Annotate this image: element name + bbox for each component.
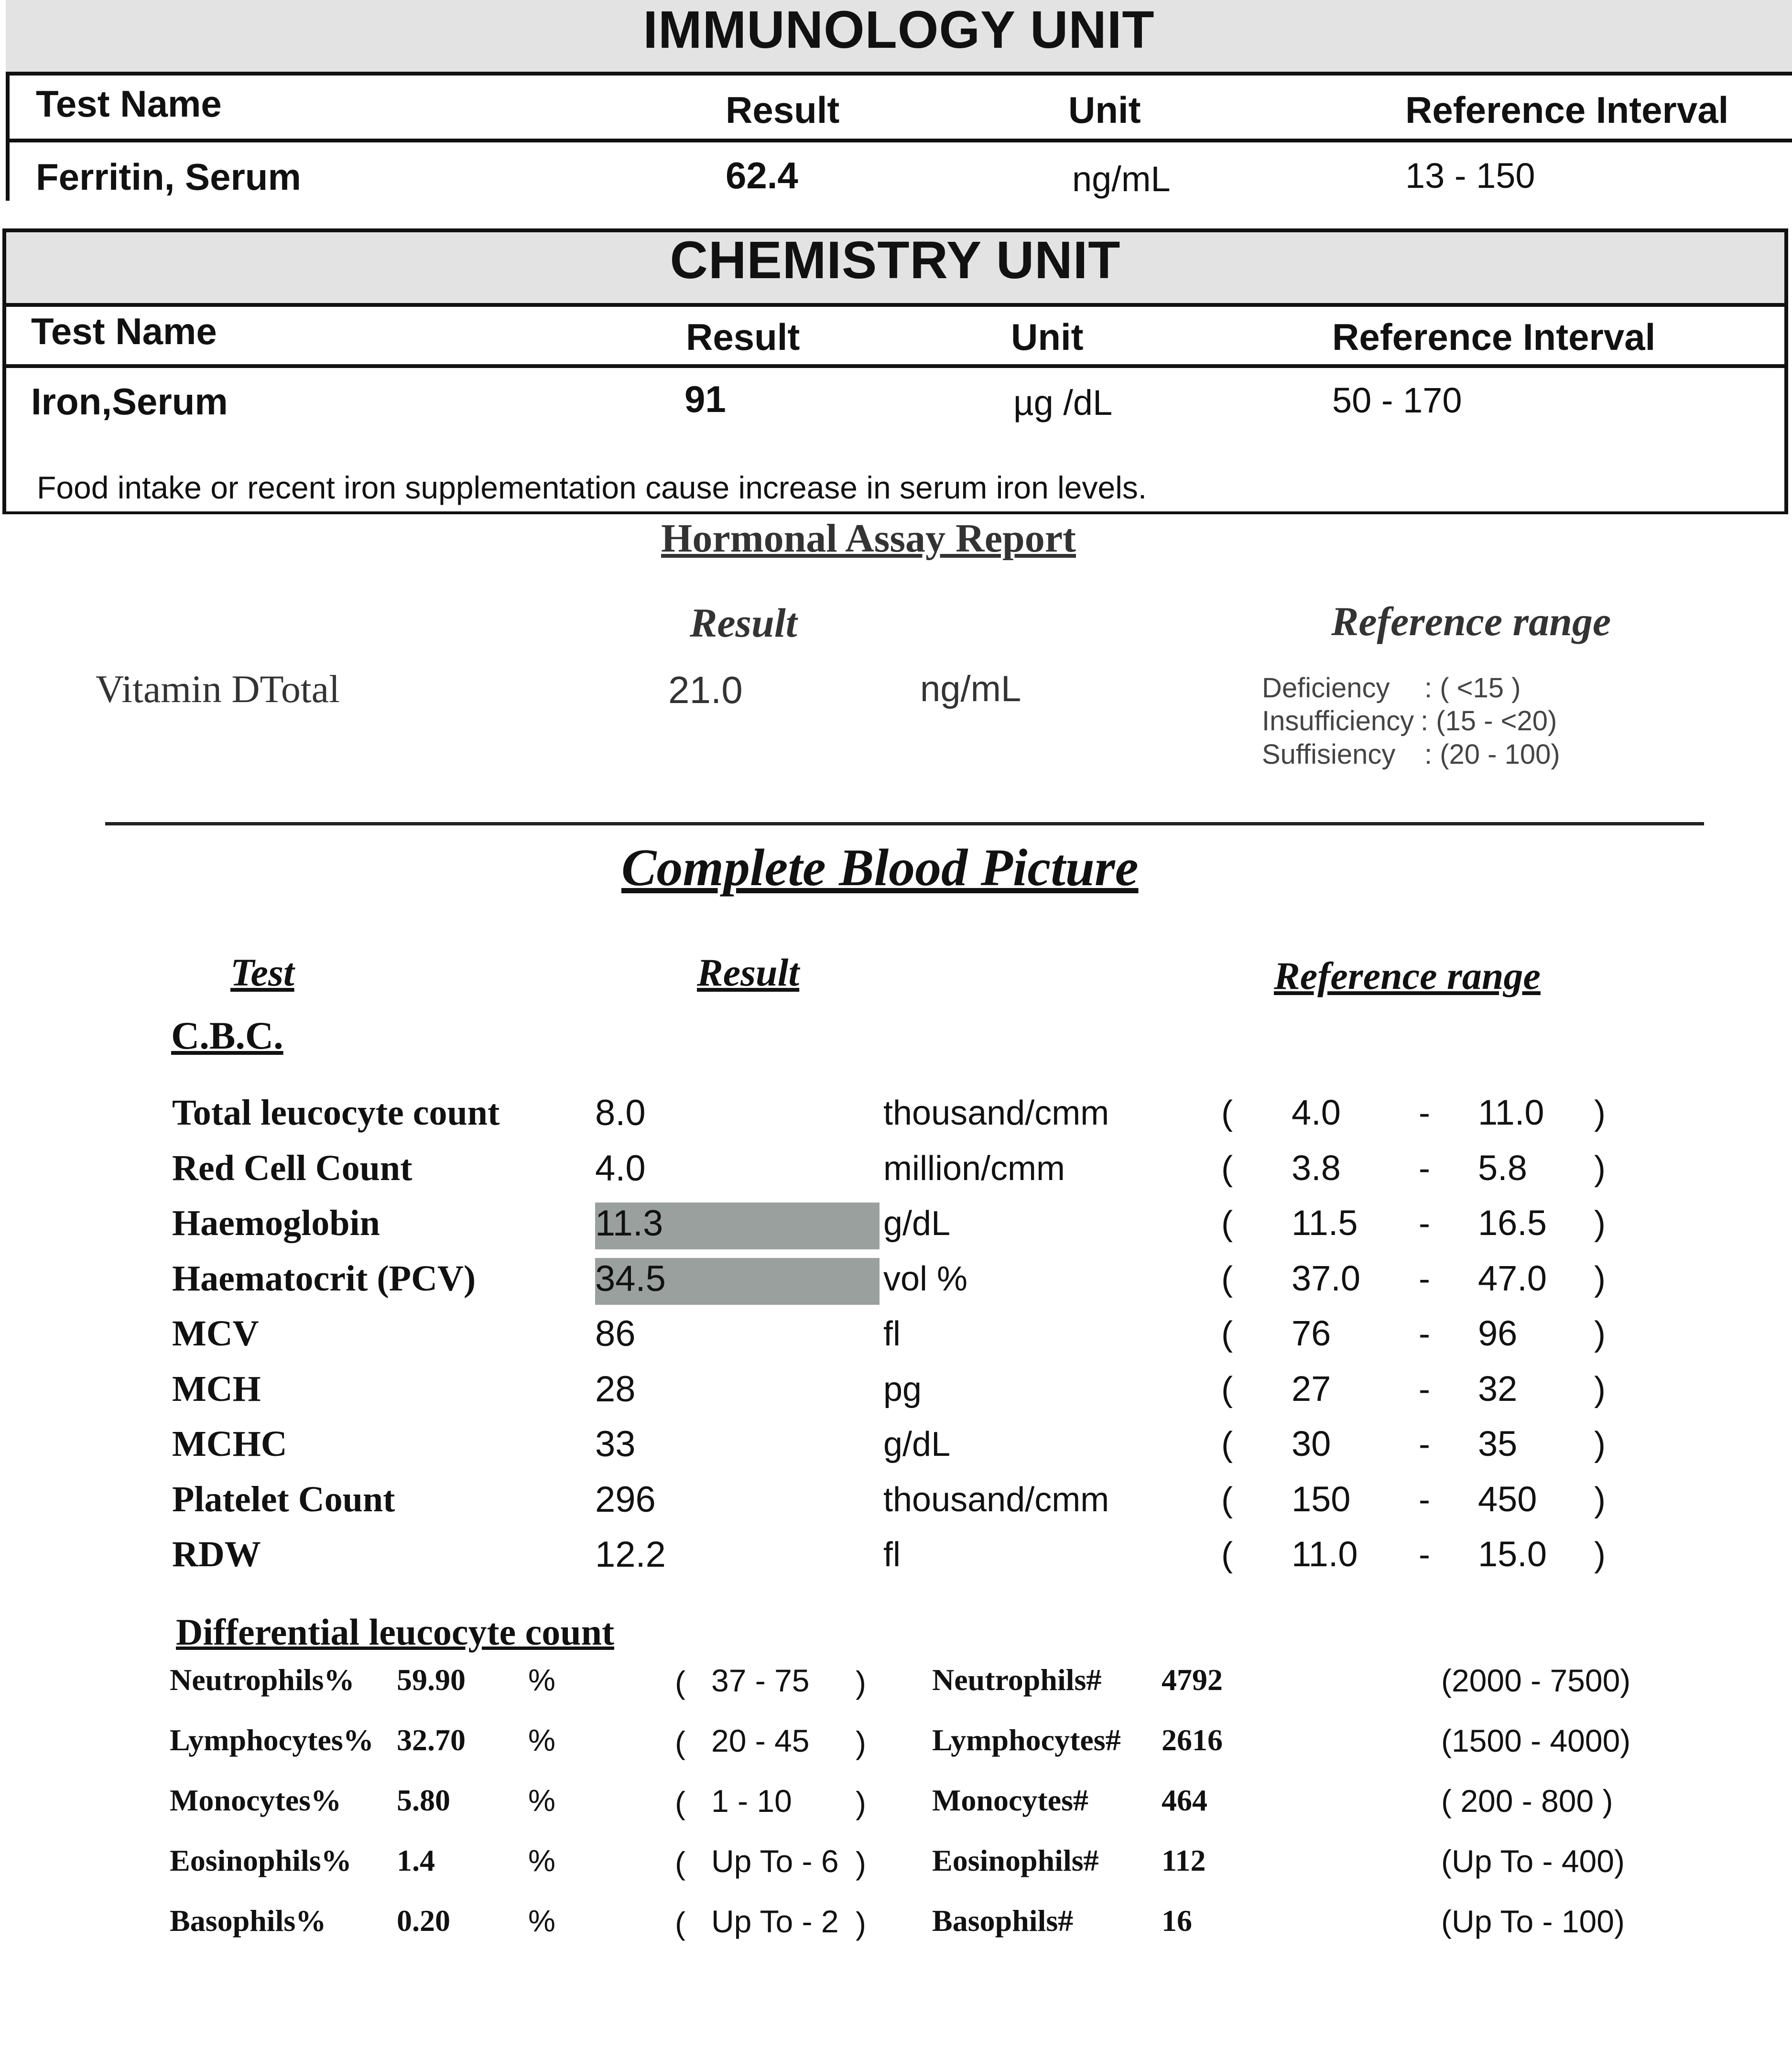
- vitamin-d-range-suffisiency-label: Suffisiency: [1262, 739, 1396, 770]
- cbc-row-low: 27: [1292, 1368, 1331, 1409]
- cbc-row-result: 86: [595, 1313, 636, 1354]
- cbc-row-dash: -: [1419, 1204, 1430, 1243]
- vitamin-d-range-insufficiency-label: Insufficiency: [1262, 705, 1414, 737]
- cbc-row-low: 37.0: [1292, 1258, 1361, 1298]
- cbc-row-result: 8.0: [595, 1093, 646, 1133]
- diff-pct-value: 5.80: [397, 1783, 450, 1817]
- diff-pct-unit: %: [528, 1843, 555, 1878]
- cbc-row-close-paren: ): [1594, 1259, 1606, 1298]
- diff-abs-ref: (2000 - 7500): [1441, 1663, 1631, 1698]
- diff-pct-value: 0.20: [397, 1904, 450, 1938]
- vitamin-d-range-deficiency-label: Deficiency: [1262, 672, 1390, 704]
- cbc-row-test: Total leucocyte count: [172, 1093, 500, 1133]
- cbc-row-high: 32: [1478, 1368, 1518, 1409]
- diff-abs-value: 16: [1162, 1904, 1192, 1938]
- hormonal-title: Hormonal Assay Report: [661, 516, 1076, 561]
- cbc-row-high: 16.5: [1478, 1203, 1547, 1243]
- diff-abs-ref: (1500 - 4000): [1441, 1723, 1631, 1758]
- iron-ref: 50 - 170: [1332, 380, 1462, 420]
- cbc-row-dash: -: [1419, 1370, 1430, 1409]
- cbc-row-low: 30: [1292, 1424, 1331, 1463]
- diff-abs-ref: (Up To - 400): [1441, 1843, 1625, 1879]
- cbc-row-close-paren: ): [1594, 1370, 1606, 1409]
- cbc-row-dash: -: [1419, 1315, 1430, 1353]
- cbc-row-unit: fl: [883, 1315, 901, 1353]
- diff-pct-label: Monocytes%: [170, 1783, 342, 1817]
- immunology-title: IMMUNOLOGY UNIT: [6, 0, 1792, 76]
- cbc-group-label: C.B.C.: [171, 1014, 283, 1057]
- immunology-header-unit: Unit: [1068, 89, 1141, 131]
- cbc-row-unit: fl: [883, 1536, 901, 1574]
- diff-abs-ref: ( 200 - 800 ): [1441, 1783, 1613, 1819]
- diff-pct-ref: 1 - 10: [711, 1783, 792, 1819]
- cbc-row-test: Platelet Count: [172, 1479, 395, 1519]
- diff-pct-unit: %: [528, 1783, 555, 1818]
- cbc-row-unit: thousand/cmm: [883, 1480, 1109, 1519]
- cbc-row-test: MCH: [172, 1368, 261, 1409]
- cbc-row-close-paren: ): [1594, 1425, 1606, 1463]
- cbc-row-close-paren: ): [1594, 1149, 1606, 1188]
- diff-pct-label: Lymphocytes%: [170, 1723, 374, 1757]
- cbc-test-header: Test: [230, 951, 294, 994]
- cbc-row-open-paren: (: [1221, 1204, 1233, 1243]
- cbc-row-test: MCV: [172, 1313, 259, 1354]
- cbc-row-dash: -: [1419, 1425, 1430, 1463]
- cbc-row-close-paren: ): [1594, 1094, 1606, 1132]
- vitamin-d-test: Vitamin DTotal: [96, 667, 340, 711]
- chemistry-header-result: Result: [686, 316, 800, 358]
- diff-abs-label: Monocytes#: [932, 1783, 1089, 1817]
- diff-pct-open-paren: (: [675, 1665, 685, 1700]
- iron-test: Iron,Serum: [31, 380, 228, 423]
- vitamin-d-range-suffisiency-value: : (20 - 100): [1424, 739, 1560, 770]
- cbc-row-test: RDW: [172, 1534, 261, 1574]
- cbc-row-low: 76: [1292, 1313, 1331, 1353]
- cbc-row-result: 296: [595, 1479, 656, 1520]
- vitamin-d-unit: ng/mL: [920, 669, 1021, 709]
- cbc-row-close-paren: ): [1594, 1536, 1606, 1574]
- ferritin-result: 62.4: [726, 154, 798, 196]
- chemistry-header-unit: Unit: [1011, 316, 1084, 358]
- cbc-row-close-paren: ): [1594, 1480, 1606, 1519]
- diff-abs-label: Eosinophils#: [932, 1843, 1099, 1877]
- cbc-row-dash: -: [1419, 1480, 1430, 1519]
- section-divider: [105, 822, 1704, 825]
- cbc-row-open-paren: (: [1221, 1536, 1233, 1574]
- diff-pct-ref: Up To - 2: [711, 1904, 839, 1939]
- diff-pct-close-paren: ): [856, 1906, 866, 1941]
- cbc-row-unit: million/cmm: [883, 1149, 1065, 1188]
- cbc-ref-header: Reference range: [1274, 954, 1541, 997]
- cbc-row-open-paren: (: [1221, 1480, 1233, 1519]
- diff-abs-value: 112: [1162, 1843, 1206, 1877]
- vitamin-d-range-deficiency-value: : ( <15 ): [1424, 672, 1521, 704]
- cbc-row-test: Haemoglobin: [172, 1203, 380, 1243]
- cbc-row-dash: -: [1419, 1149, 1430, 1188]
- diff-pct-label: Neutrophils%: [170, 1663, 355, 1697]
- iron-unit: µg /dL: [1013, 383, 1113, 423]
- cbc-row-unit: thousand/cmm: [883, 1094, 1109, 1132]
- cbc-result-header: Result: [697, 951, 800, 994]
- cbc-row-high: 15.0: [1478, 1534, 1547, 1574]
- cbc-row-unit: g/dL: [883, 1204, 951, 1243]
- cbc-row-open-paren: (: [1221, 1315, 1233, 1353]
- cbc-row-high: 35: [1478, 1424, 1518, 1463]
- chemistry-header-ref: Reference Interval: [1332, 316, 1656, 358]
- cbc-row-open-paren: (: [1221, 1149, 1233, 1188]
- chemistry-title: CHEMISTRY UNIT: [6, 232, 1784, 307]
- diff-abs-value: 464: [1162, 1783, 1207, 1817]
- diff-abs-label: Lymphocytes#: [932, 1723, 1121, 1757]
- diff-pct-ref: 37 - 75: [711, 1663, 810, 1698]
- cbc-row-open-paren: (: [1221, 1094, 1233, 1132]
- immunology-header-ref: Reference Interval: [1405, 89, 1729, 131]
- immunology-header-test: Test Name: [36, 83, 222, 125]
- diff-pct-label: Basophils%: [170, 1904, 326, 1938]
- immunology-header-result: Result: [726, 89, 840, 131]
- diff-pct-value: 1.4: [397, 1843, 435, 1877]
- cbc-row-high: 450: [1478, 1479, 1537, 1519]
- diff-pct-unit: %: [528, 1904, 555, 1938]
- cbc-row-low: 3.8: [1292, 1148, 1341, 1188]
- diff-abs-label: Neutrophils#: [932, 1663, 1102, 1697]
- cbc-row-result: 28: [595, 1368, 636, 1409]
- diff-pct-open-paren: (: [675, 1725, 685, 1760]
- diff-pct-close-paren: ): [856, 1665, 866, 1700]
- diff-abs-ref: (Up To - 100): [1441, 1904, 1625, 1939]
- hormonal-result-header: Result: [690, 600, 797, 646]
- diff-pct-open-paren: (: [675, 1845, 685, 1881]
- diff-pct-ref: Up To - 6: [711, 1843, 839, 1879]
- cbc-row-unit: g/dL: [883, 1425, 951, 1463]
- cbc-row-result: 33: [595, 1424, 636, 1464]
- ferritin-unit: ng/mL: [1072, 159, 1171, 199]
- diff-pct-ref: 20 - 45: [711, 1723, 810, 1758]
- ferritin-test: Ferritin, Serum: [36, 156, 301, 198]
- diff-pct-open-paren: (: [675, 1785, 685, 1820]
- differential-title: Differential leucocyte count: [176, 1611, 614, 1653]
- cbc-row-unit: vol %: [883, 1259, 968, 1298]
- vitamin-d-range-insufficiency-value: : (15 - <20): [1421, 705, 1557, 737]
- diff-pct-value: 32.70: [397, 1723, 466, 1757]
- cbc-row-high: 96: [1478, 1313, 1518, 1353]
- cbc-row-open-paren: (: [1221, 1259, 1233, 1298]
- iron-result: 91: [684, 378, 726, 420]
- diff-pct-open-paren: (: [675, 1906, 685, 1941]
- cbc-row-unit: pg: [883, 1370, 922, 1409]
- cbc-row-close-paren: ): [1594, 1315, 1606, 1353]
- chemistry-header-test: Test Name: [31, 310, 217, 352]
- cbc-row-close-paren: ): [1594, 1204, 1606, 1243]
- diff-pct-close-paren: ): [856, 1845, 866, 1881]
- hormonal-ref-header: Reference range: [1331, 598, 1611, 644]
- cbc-row-result: 12.2: [595, 1534, 666, 1575]
- cbc-row-dash: -: [1419, 1536, 1430, 1574]
- diff-pct-close-paren: ): [856, 1785, 866, 1820]
- cbc-row-high: 5.8: [1478, 1148, 1527, 1188]
- cbc-row-test: Haematocrit (PCV): [172, 1258, 476, 1299]
- cbc-row-test: Red Cell Count: [172, 1148, 413, 1188]
- diff-pct-close-paren: ): [856, 1725, 866, 1760]
- cbc-row-dash: -: [1419, 1094, 1430, 1132]
- diff-pct-unit: %: [528, 1723, 555, 1757]
- cbc-row-result: 11.3: [595, 1203, 663, 1244]
- diff-pct-value: 59.90: [397, 1663, 466, 1697]
- diff-abs-value: 4792: [1162, 1663, 1223, 1697]
- cbc-row-test: MCHC: [172, 1424, 287, 1464]
- vitamin-d-result: 21.0: [668, 669, 743, 711]
- cbc-row-high: 11.0: [1478, 1093, 1544, 1132]
- ferritin-ref: 13 - 150: [1405, 156, 1535, 195]
- diff-pct-label: Eosinophils%: [170, 1843, 352, 1877]
- cbc-row-dash: -: [1419, 1259, 1430, 1298]
- cbc-row-result: 34.5: [595, 1258, 666, 1299]
- diff-abs-label: Basophils#: [932, 1904, 1074, 1938]
- iron-note: Food intake or recent iron supplementation cause increase in serum iron levels.: [37, 470, 1147, 505]
- cbc-row-high: 47.0: [1478, 1258, 1547, 1298]
- cbc-row-low: 11.0: [1292, 1534, 1358, 1574]
- cbc-row-low: 4.0: [1292, 1093, 1341, 1132]
- cbc-row-low: 150: [1292, 1479, 1351, 1519]
- cbc-row-result: 4.0: [595, 1148, 646, 1189]
- diff-abs-value: 2616: [1162, 1723, 1223, 1757]
- cbc-row-low: 11.5: [1292, 1203, 1358, 1243]
- cbc-row-open-paren: (: [1221, 1425, 1233, 1463]
- cbc-title: Complete Blood Picture: [621, 838, 1139, 897]
- diff-pct-unit: %: [528, 1663, 555, 1697]
- cbc-row-open-paren: (: [1221, 1370, 1233, 1409]
